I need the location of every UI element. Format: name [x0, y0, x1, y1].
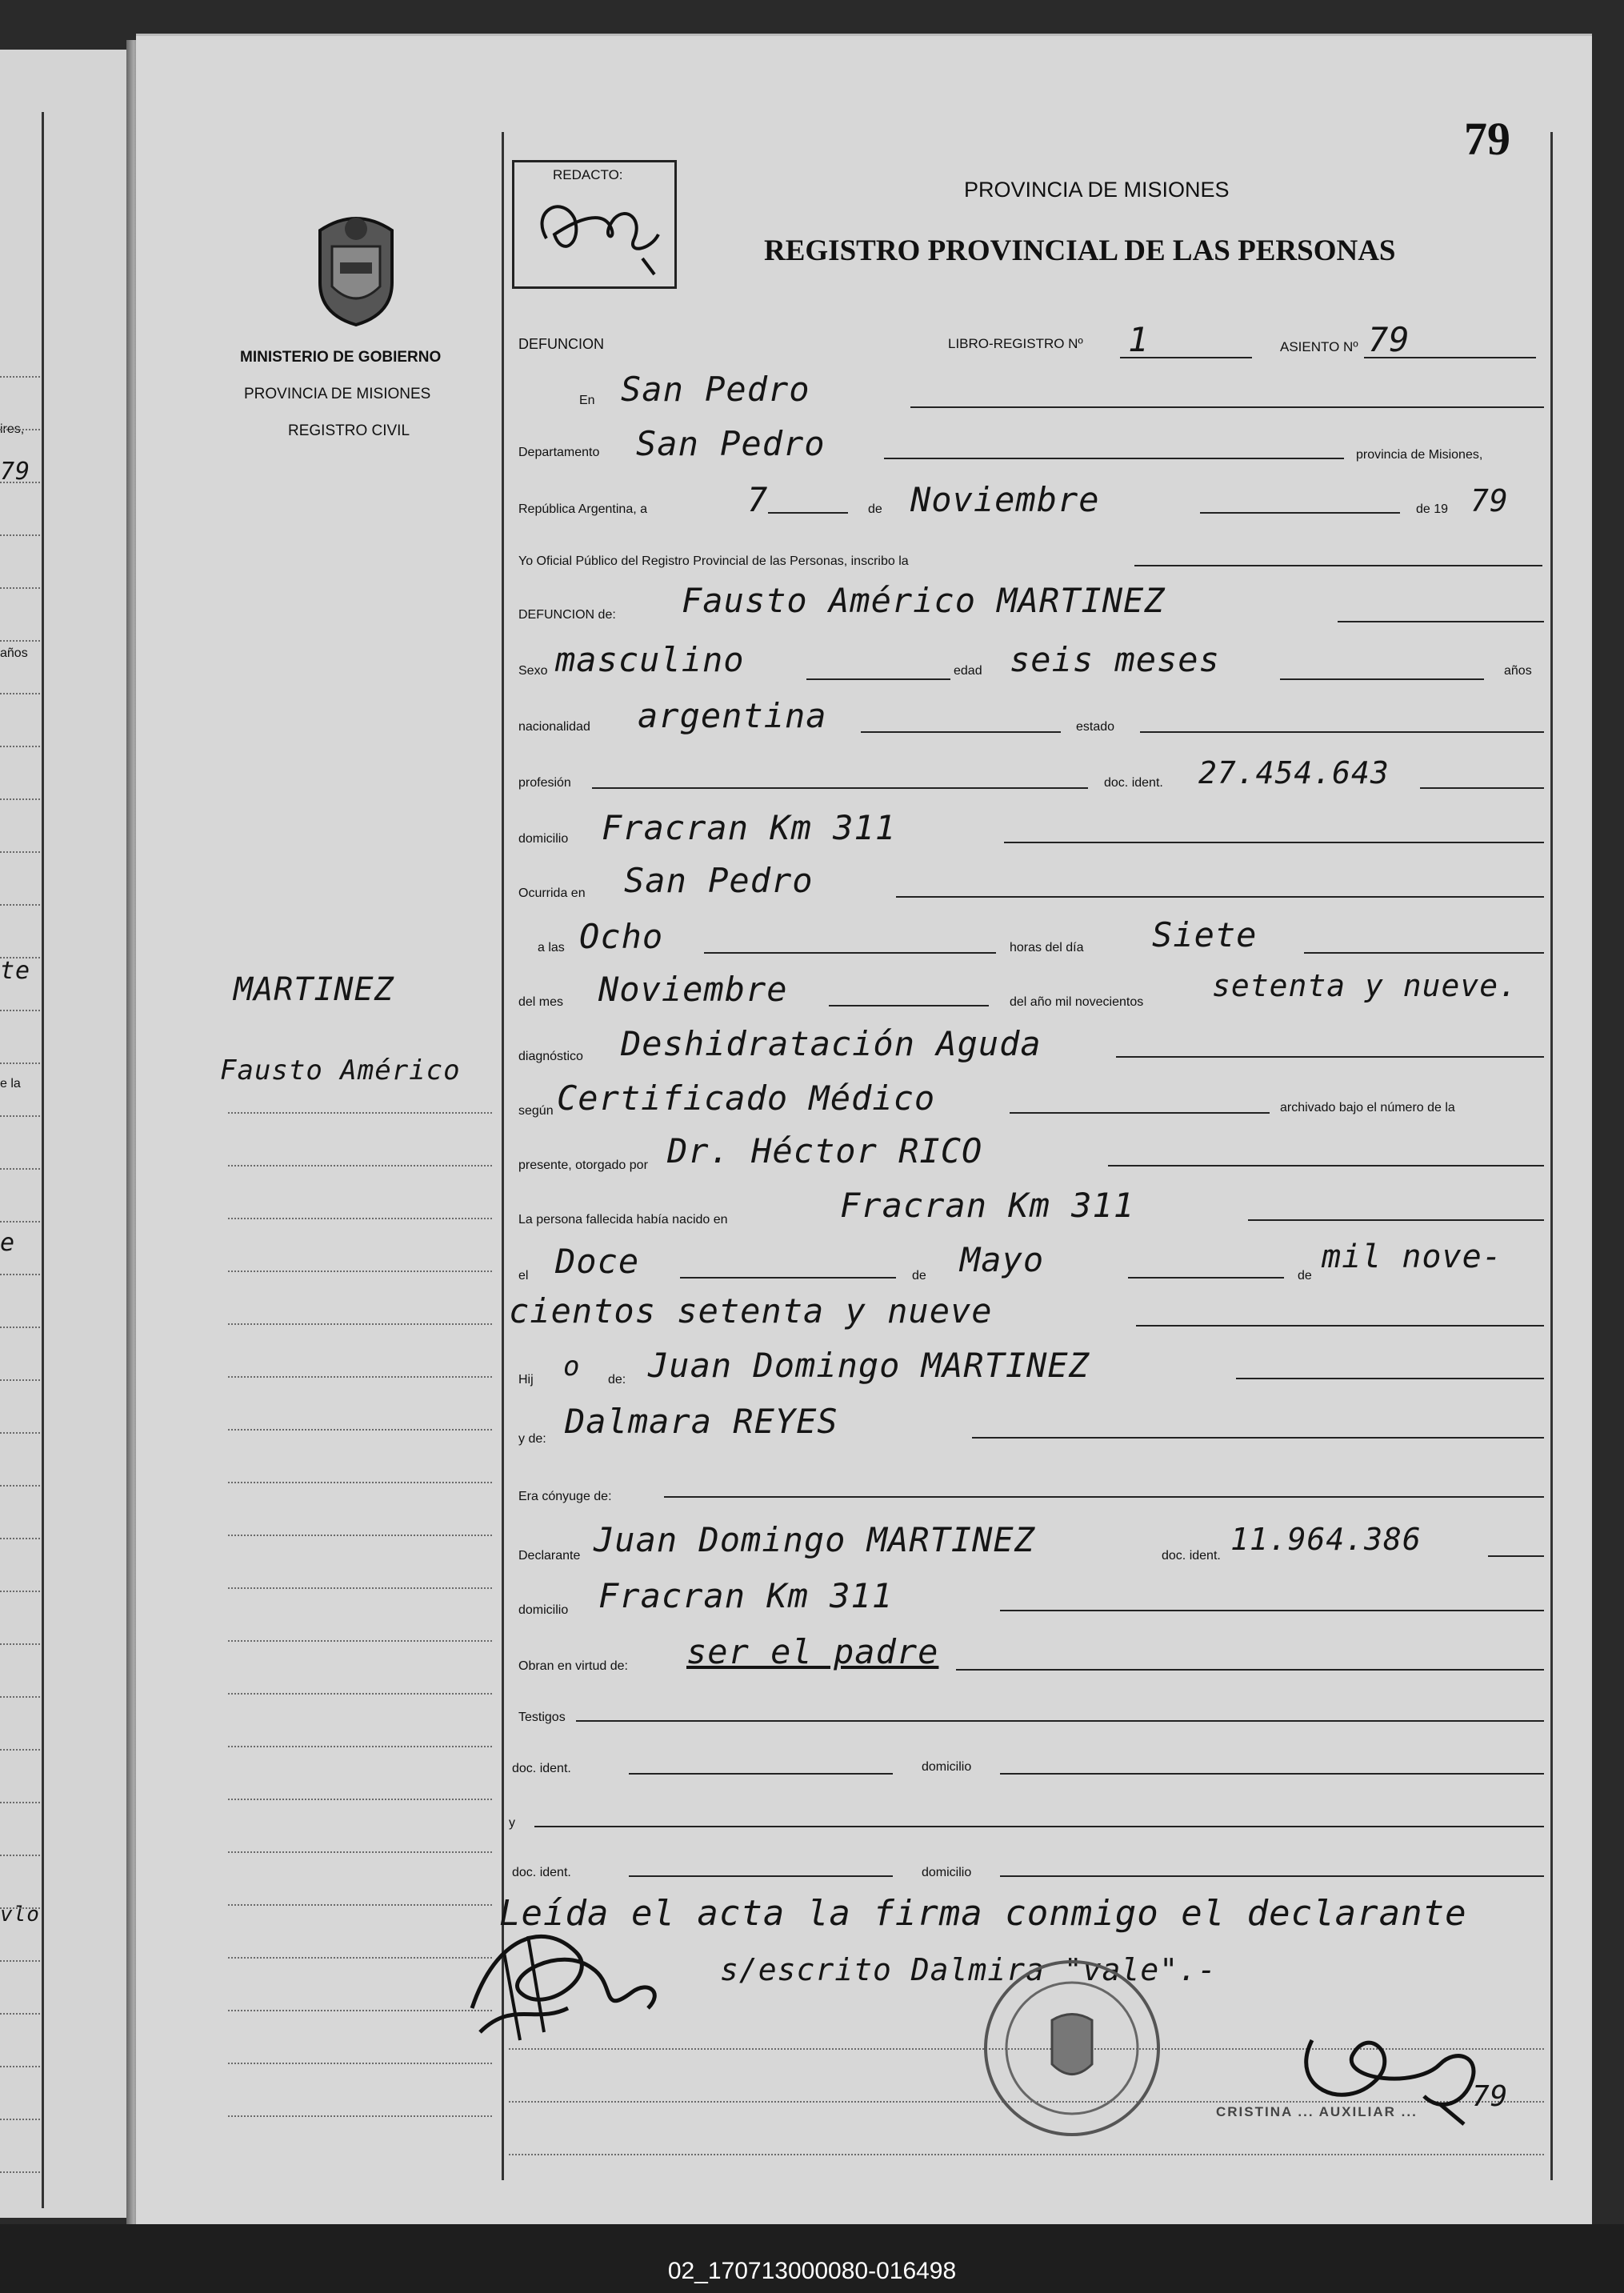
madre-value: Dalmara REYES [565, 1402, 838, 1441]
departamento-label: Departamento [518, 446, 600, 459]
dotted-rule [228, 1112, 492, 1114]
presente-label: presente, otorgado por [518, 1159, 648, 1172]
left-fragment: e [0, 1229, 16, 1257]
republica-label: República Argentina, a [518, 502, 647, 516]
dotted-rule [0, 904, 40, 906]
dotted-rule [228, 1323, 492, 1325]
del-ano-label: del año mil novecientos [1010, 995, 1144, 1009]
dotted-rule [0, 640, 40, 642]
sexo-label: Sexo [518, 664, 548, 678]
asiento-label: ASIENTO Nº [1280, 339, 1358, 354]
dotted-rule [228, 1429, 492, 1431]
nac-mes-value: Mayo [960, 1240, 1045, 1279]
ministry-line: REGISTRO CIVIL [288, 422, 410, 439]
dotted-rule [0, 587, 40, 589]
libro-label: LIBRO-REGISTRO Nº [948, 336, 1083, 351]
dotted-rule [228, 1640, 492, 1642]
dotted-rule [0, 1591, 40, 1592]
dotted-rule [228, 1376, 492, 1378]
dotted-rule [0, 2119, 40, 2120]
left-fragment: años [0, 646, 28, 660]
ministry-line: MINISTERIO DE GOBIERNO [240, 349, 442, 366]
estado-label: estado [1076, 720, 1115, 734]
dotted-rule [228, 1482, 492, 1483]
dotted-rule [0, 2171, 40, 2173]
asiento-value: 79 [1368, 320, 1410, 359]
dotted-rule [0, 2066, 40, 2067]
year-value: 79 [1470, 483, 1509, 518]
scan-identifier: 02_170713000080-016498 [667, 2258, 957, 2284]
decl-doc-value: 11.964.386 [1230, 1522, 1422, 1557]
dotted-rule [0, 1115, 40, 1117]
doc-ident-label: doc. ident. [1104, 776, 1163, 790]
left-fragment: e la [0, 1077, 21, 1090]
segun-label: según [518, 1104, 554, 1118]
conyuge-label: Era cónyuge de: [518, 1490, 612, 1503]
dotted-rule [0, 1168, 40, 1170]
dotted-rule [228, 1851, 492, 1853]
dotted-rule [0, 1221, 40, 1223]
defuncion-de-label: DEFUNCION de: [518, 608, 616, 622]
archivado-label: archivado bajo el número de la [1280, 1101, 1455, 1114]
page-number: 79 [1464, 113, 1510, 165]
mes-value: Noviembre [598, 970, 788, 1009]
t-doc-label: doc. ident. [512, 1762, 571, 1775]
domicilio-label: domicilio [518, 832, 569, 846]
departamento-value: San Pedro [636, 424, 826, 463]
profesion-label: profesión [518, 776, 571, 790]
registrar-initials: 79 [1472, 2080, 1509, 2113]
left-fragment: vlo [0, 1903, 40, 1927]
dotted-rule [0, 1907, 40, 1909]
dotted-rule [0, 798, 40, 800]
ocurrida-value: San Pedro [624, 861, 814, 900]
provincial-crest-icon [304, 206, 408, 326]
dotted-rule [0, 693, 40, 694]
t-dom-label: domicilio [922, 1760, 972, 1774]
dotted-rule [509, 2154, 1544, 2155]
left-fragment: 79 [0, 458, 31, 486]
provincia-suffix: provincia de Misiones, [1356, 448, 1483, 462]
diagnostico-value: Deshidratación Aguda [621, 1024, 1042, 1063]
decl-domicilio-value: Fracran Km 311 [598, 1576, 894, 1615]
declarant-signature [448, 1904, 688, 2048]
nac-de-label: de [912, 1269, 926, 1283]
y-label: y [509, 1816, 515, 1830]
official-seal-icon [976, 1952, 1168, 2144]
dotted-rule [228, 2063, 492, 2064]
presente-value: Dr. Héctor RICO [667, 1131, 983, 1171]
dotted-rule [0, 851, 40, 853]
el-label: el [518, 1269, 529, 1283]
declarante-value: Juan Domingo MARTINEZ [594, 1520, 1036, 1559]
dotted-rule [0, 534, 40, 536]
hora-value: Ocho [579, 917, 664, 956]
dotted-rule [0, 2013, 40, 2015]
dotted-rule [228, 1746, 492, 1747]
dotted-rule [0, 957, 40, 958]
hijo-label: Hij [518, 1373, 534, 1387]
nacido-value: Fracran Km 311 [840, 1186, 1135, 1225]
dotted-rule [0, 1274, 40, 1275]
dotted-rule [0, 1802, 40, 1803]
anos-label: años [1504, 664, 1532, 678]
nacionalidad-value: argentina [638, 696, 827, 735]
margin-surname: MARTINEZ [234, 971, 394, 1008]
redacto-label: REDACTO: [553, 167, 623, 182]
en-value: San Pedro [621, 370, 810, 409]
previous-page [0, 50, 128, 2218]
left-fragment: te [0, 957, 31, 985]
a-las-label: a las [538, 941, 565, 954]
margin-rule [502, 132, 504, 2180]
month-value: Noviembre [910, 480, 1100, 519]
dotted-rule [0, 1485, 40, 1487]
testigos-label: Testigos [518, 1711, 566, 1724]
dotted-rule [0, 376, 40, 378]
province-heading: PROVINCIA DE MISIONES [964, 178, 1230, 202]
dotted-rule [228, 2115, 492, 2117]
nac-ano-value-1: mil nove- [1322, 1239, 1502, 1275]
act-type: DEFUNCION [518, 336, 604, 352]
y-de-label: y de: [518, 1432, 546, 1446]
nacionalidad-label: nacionalidad [518, 720, 590, 734]
doc-ident-value: 27.454.643 [1198, 755, 1390, 790]
obran-value: ser el padre [686, 1632, 939, 1671]
dotted-rule [0, 1379, 40, 1381]
nac-de2-label: de [1298, 1269, 1312, 1283]
oficial-text: Yo Oficial Público del Registro Provincial de las Personas, inscribo la [518, 554, 909, 568]
del-mes-label: del mes [518, 995, 564, 1009]
year-label: de 19 [1416, 502, 1449, 516]
dotted-rule [0, 1538, 40, 1539]
decl-doc-label: doc. ident. [1162, 1549, 1221, 1563]
sexo-value: masculino [555, 640, 745, 679]
dotted-rule [0, 429, 40, 430]
en-label: En [579, 394, 595, 407]
padre-value: Juan Domingo MARTINEZ [648, 1346, 1090, 1385]
edad-label: edad [954, 664, 982, 678]
dotted-rule [228, 1165, 492, 1167]
diagnostico-label: diagnóstico [518, 1050, 583, 1063]
dotted-rule [228, 1535, 492, 1536]
ano-value: setenta y nueve. [1212, 968, 1518, 1003]
dotted-rule [0, 1696, 40, 1698]
dotted-rule [0, 746, 40, 747]
official-stamp-text: CRISTINA ... AUXILIAR ... [1216, 2104, 1418, 2119]
de-label: de [868, 502, 882, 516]
ministry-line: PROVINCIA DE MISIONES [244, 386, 431, 402]
nac-dia-value: Doce [555, 1242, 640, 1281]
declarante-label: Declarante [518, 1549, 581, 1563]
dotted-rule [228, 1218, 492, 1219]
dotted-rule [0, 1960, 40, 1962]
hijo-suffix: o [563, 1351, 581, 1383]
closing-line-2: s/escrito Dalmira "vale".- [720, 1952, 1217, 1987]
hijo-de-label: de: [608, 1373, 626, 1387]
right-rule [1550, 132, 1553, 2180]
dotted-rule [0, 1062, 40, 1064]
t2-doc-label: doc. ident. [512, 1866, 571, 1879]
left-fragment: ires, [0, 422, 25, 436]
closing-line-1: Leída el acta la firma conmigo el declarante [499, 1893, 1467, 1934]
dotted-rule [228, 1693, 492, 1695]
dotted-rule [0, 1327, 40, 1328]
dotted-rule [0, 1643, 40, 1645]
dotted-rule [228, 1799, 492, 1800]
dotted-rule [228, 1271, 492, 1272]
decl-domicilio-label: domicilio [518, 1603, 569, 1617]
dia-value: Siete [1152, 915, 1258, 954]
horas-dia-label: horas del día [1010, 941, 1084, 954]
deceased-name: Fausto Américo MARTINEZ [682, 581, 1166, 620]
nac-ano-value-2: cientos setenta y nueve [509, 1291, 993, 1331]
dotted-rule [0, 1010, 40, 1011]
registry-heading: REGISTRO PROVINCIAL DE LAS PERSONAS [764, 234, 1396, 267]
dotted-rule [0, 1749, 40, 1751]
edad-value: seis meses [1010, 640, 1220, 679]
ocurrida-label: Ocurrida en [518, 886, 586, 900]
redacto-box [512, 160, 677, 289]
segun-value: Certificado Médico [557, 1078, 936, 1118]
margin-given-names: Fausto Américo [220, 1054, 461, 1086]
obran-label: Obran en virtud de: [518, 1659, 628, 1673]
dotted-rule [0, 1432, 40, 1434]
nacido-label: La persona fallecida había nacido en [518, 1213, 728, 1227]
libro-value: 1 [1128, 320, 1150, 359]
dotted-rule [228, 1587, 492, 1589]
t2-dom-label: domicilio [922, 1866, 972, 1879]
officer-signature [514, 162, 674, 286]
day-value: 7 [747, 480, 769, 519]
dotted-rule [0, 1855, 40, 1856]
dotted-rule [0, 482, 40, 483]
domicilio-value: Fracran Km 311 [602, 808, 897, 847]
left-page-rule [42, 112, 44, 2208]
